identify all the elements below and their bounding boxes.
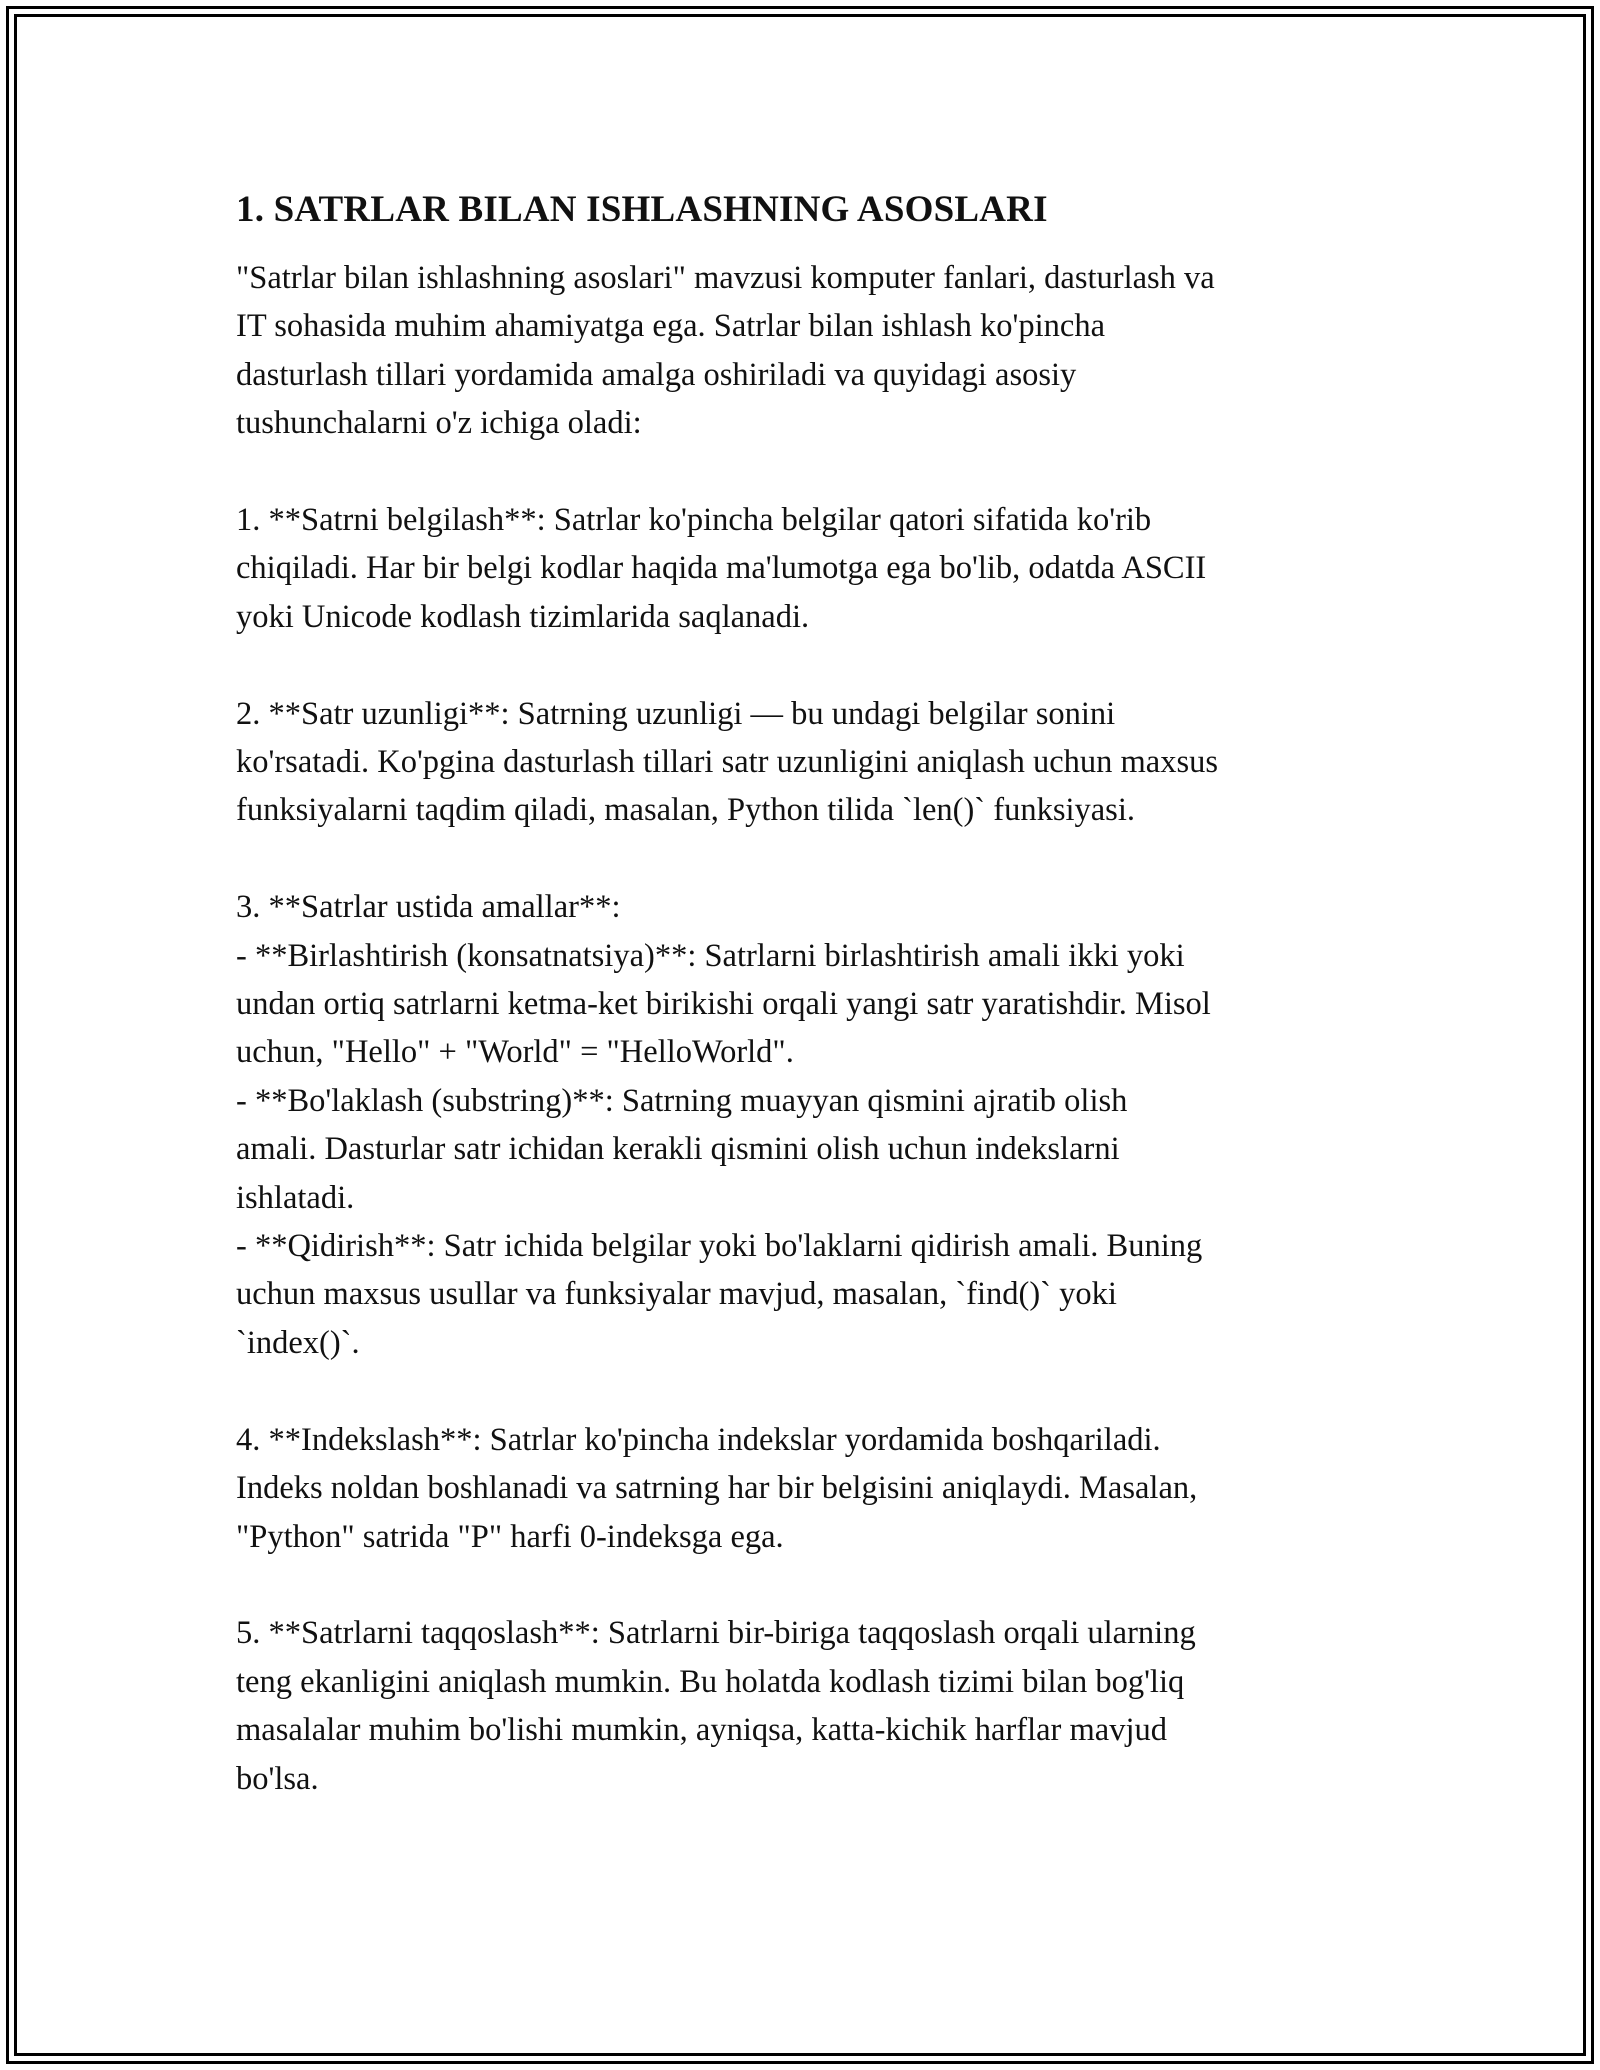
paragraph-spacer bbox=[236, 641, 1366, 689]
section-1-paragraph: 1. **Satrni belgilash**: Satrlar ko'pincha belgilar qatori sifatida ko'rib chiqiladi. Har bir belgi kodlar haqida ma'lumotga ega bo'lib, odatda ASCII yoki Unicode kodlash tizimlarida saqlanadi. bbox=[236, 502, 1207, 635]
document-title: 1. SATRLAR BILAN ISHLASHNING ASOSLARI bbox=[236, 189, 1048, 230]
section-4-paragraph: 4. **Indekslash**: Satrlar ko'pincha indekslar yordamida boshqariladi. Indeks noldan boshlanadi va satrning har bir belgisini aniqlaydi. Masalan, "Python" satrida "P" harfi 0-indeksga ega. bbox=[236, 1421, 1198, 1555]
document-body bbox=[236, 186, 1366, 1803]
intro-paragraph: "Satrlar bilan ishlashning asoslari" mavzusi komputer fanlari, dasturlash va IT sohasida muhim ahamiyatga ega. Satrlar bilan ishlash ko'pincha dasturlash tillari yordamida amalga oshiriladi va quyidagi asosiy tushunchalarni o'z ichiga oladi: bbox=[236, 260, 1215, 442]
paragraph-spacer bbox=[236, 835, 1366, 883]
section-2-paragraph: 2. **Satr uzunligi**: Satrning uzunligi — bu undagi belgilar sonini ko'rsatadi. Ko'pgina dasturlash tillari satr uzunligini aniqlash uchun maxsus funksiyalarni taqdim qiladi, masalan, Python tilida `len()` funksiyasi. bbox=[236, 695, 1219, 829]
paragraph-spacer bbox=[236, 448, 1366, 496]
paragraph-spacer bbox=[236, 1367, 1366, 1415]
paragraph-spacer bbox=[236, 1561, 1366, 1609]
section-5-paragraph: 5. **Satrlarni taqqoslash**: Satrlarni bir-biriga taqqoslash orqali ularning teng ekanligini aniqlash mumkin. Bu holatda kodlash tizimi bilan bog'liq masalalar muhim bo'lishi mumkin, ayniqsa, katta-kichik harflar mavjud bo'lsa. bbox=[236, 1615, 1196, 1797]
section-3-paragraph: 3. **Satrlar ustida amallar**: - **Birlashtirish (konsatnatsiya)**: Satrlarni birlashtirish amali ikki yoki undan ortiq satrlarni ketma-ket birikishi orqali yangi satr yaratishdir. Misol uchun, "Hello" + "World" = "HelloWorld". - **Bo'laklash (substring)**: Satrning muayyan qismini ajratib olish amali. Dasturlar satr ichidan kerakli qismini olish uchun indekslarni ishlatadi. - **Qidirish**: Satr ichida belgilar yoki bo'laklarni qidirish amali. Buning uchun maxsus usullar va funksiyalar mavjud, masalan, `find()` yoki `index()`. bbox=[236, 889, 1211, 1361]
